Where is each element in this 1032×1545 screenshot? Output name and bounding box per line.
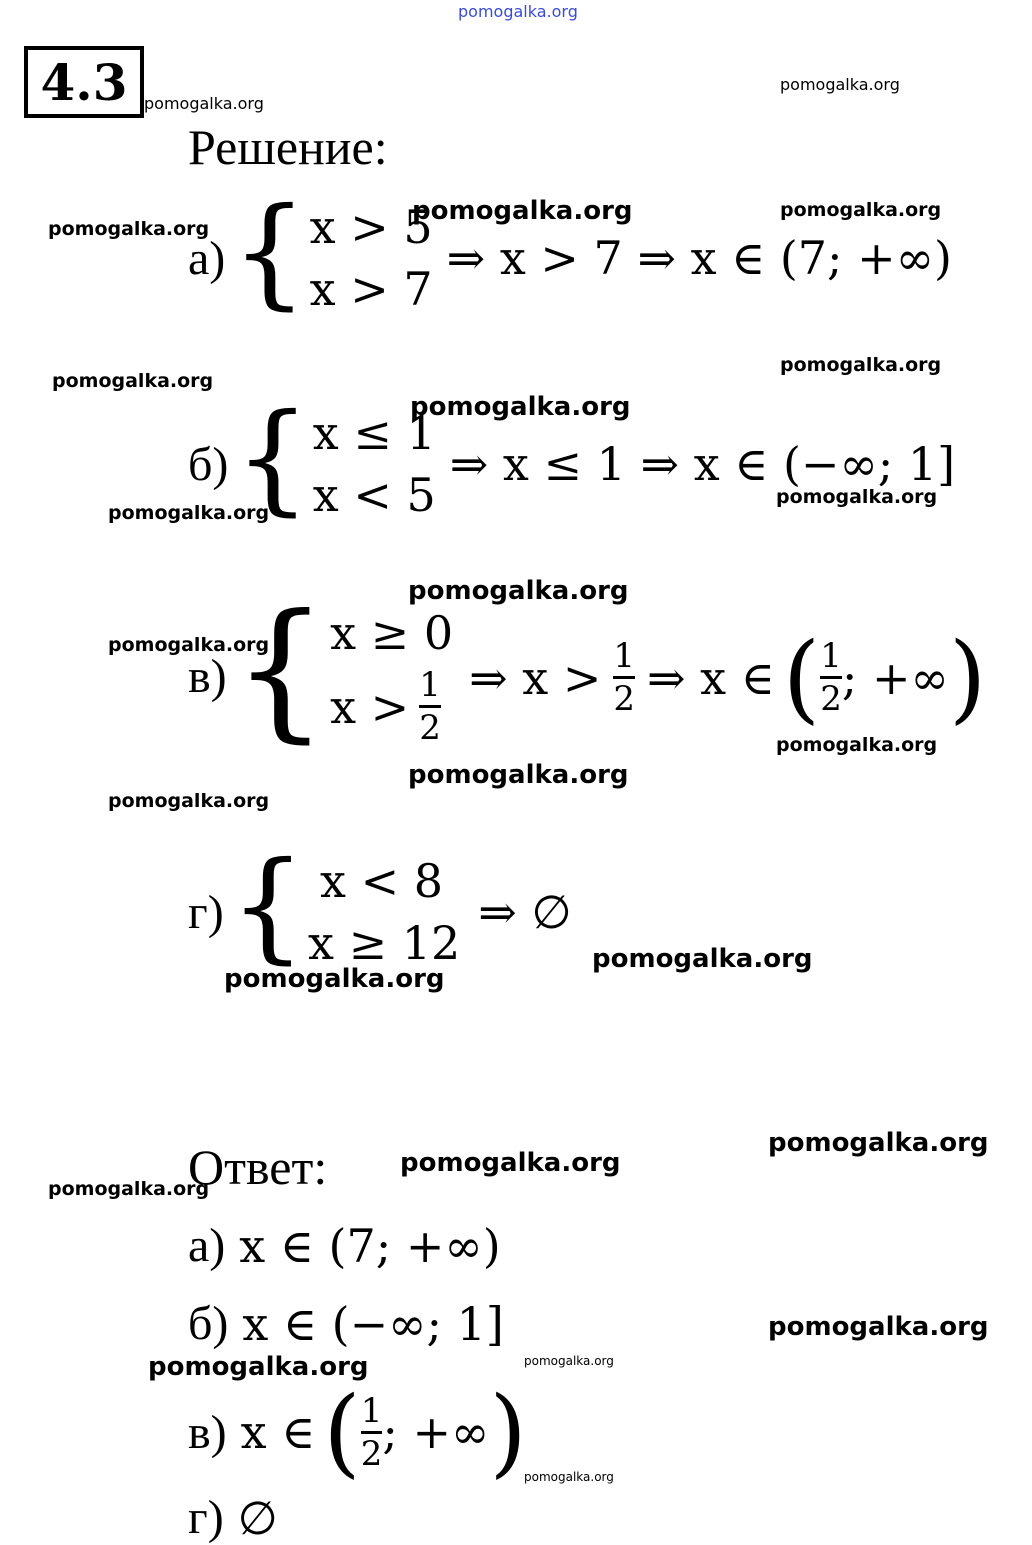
watermark: pomogalka.org xyxy=(144,94,264,113)
answer-a-text: x ∈ (7; +∞) xyxy=(239,1218,501,1273)
watermark: pomogalka.org xyxy=(412,196,633,226)
answer-g-label: г) xyxy=(188,1491,224,1544)
watermark: pomogalka.org xyxy=(410,392,631,422)
watermark: pomogalka.org xyxy=(408,576,629,606)
answer-b xyxy=(188,1296,504,1351)
watermark: pomogalka.org xyxy=(780,354,942,376)
part-v-int-tail: ; +∞ xyxy=(841,650,949,705)
watermark: pomogalka.org xyxy=(524,1470,614,1484)
watermark: pomogalka.org xyxy=(776,734,938,756)
watermark: pomogalka.org xyxy=(224,964,445,994)
answer-heading: Ответ: xyxy=(188,1139,328,1195)
answer-a xyxy=(188,1218,501,1273)
answer-v-tail: ; +∞ xyxy=(382,1405,490,1459)
watermark: pomogalka.org xyxy=(48,1178,210,1200)
answer-v-pre: x ∈ xyxy=(240,1405,316,1459)
brace: { xyxy=(232,582,329,757)
fraction: $\frac{1}{2}$ xyxy=(820,636,842,719)
fraction: $\frac{1}{2}$ xyxy=(360,1390,383,1474)
part-v-label: в) xyxy=(188,650,227,703)
watermark: pomogalka.org xyxy=(592,944,813,974)
part-b-result: ⇒ x ≤ 1 ⇒ x ∈ (−∞; 1] xyxy=(449,437,956,491)
watermark: pomogalka.org xyxy=(780,199,942,221)
part-b-label: б) xyxy=(188,437,229,491)
brace: { xyxy=(234,389,311,528)
fraction: $\frac{1}{2}$ xyxy=(419,665,441,748)
brace: { xyxy=(229,837,307,976)
answer-v-label: в) xyxy=(188,1405,227,1459)
watermark: pomogalka.org xyxy=(148,1352,369,1382)
watermark: pomogalka.org xyxy=(768,1312,989,1342)
part-v-row2-lhs: x > xyxy=(330,679,410,734)
watermark: pomogalka.org xyxy=(768,1128,989,1158)
part-a-row1: x > 5 xyxy=(309,200,433,254)
part-a-row2: x > 7 xyxy=(309,262,433,316)
answer-g-text: ∅ xyxy=(237,1490,278,1545)
watermark: pomogalka.org xyxy=(458,2,578,21)
answer-a-label: а) xyxy=(188,1219,226,1272)
answer-b-label: б) xyxy=(188,1297,229,1350)
watermark: pomogalka.org xyxy=(776,486,938,508)
part-v: в) { x ≥ 0 x > $\frac{1}{2}$ ⇒ x > $\frac{1}{2}$ ⇒ x ∈ ( $\frac{1}{2}$ ; +∞ ) xyxy=(188,582,987,757)
part-b-row1: x ≤ 1 xyxy=(312,406,436,460)
part-v-res-mid: ⇒ x ∈ xyxy=(647,650,775,705)
solution-heading: Решение: xyxy=(188,119,388,175)
watermark: pomogalka.org xyxy=(524,1354,614,1368)
part-b-row2: x < 5 xyxy=(312,468,436,522)
watermark: pomogalka.org xyxy=(52,370,214,392)
answer-g xyxy=(188,1490,278,1545)
watermark: pomogalka.org xyxy=(108,634,270,656)
part-v-res-pre: ⇒ x > xyxy=(469,650,602,705)
part-g-row2: x ≥ 12 xyxy=(308,916,461,970)
part-g-result: ⇒ ∅ xyxy=(478,885,572,939)
answer-b-text: x ∈ (−∞; 1] xyxy=(242,1296,504,1351)
watermark: pomogalka.org xyxy=(108,790,270,812)
part-g xyxy=(188,837,572,976)
fraction: $\frac{1}{2}$ xyxy=(613,636,636,719)
watermark: pomogalka.org xyxy=(400,1148,621,1178)
part-a-result: ⇒ x > 7 ⇒ x ∈ (7; +∞) xyxy=(446,231,952,285)
problem-number: 4.3 xyxy=(24,46,144,118)
watermark: pomogalka.org xyxy=(108,502,270,524)
brace: { xyxy=(231,183,308,322)
part-g-label: г) xyxy=(188,885,224,939)
watermark: pomogalka.org xyxy=(48,218,210,240)
part-v-row1: x ≥ 0 xyxy=(330,606,454,660)
part-g-row1: x < 8 xyxy=(320,854,444,908)
watermark: pomogalka.org xyxy=(780,75,900,94)
answer-v: в) x ∈ ( $\frac{1}{2}$ ; +∞ ) xyxy=(188,1376,527,1488)
part-a-label: а) xyxy=(188,231,226,285)
watermark: pomogalka.org xyxy=(408,760,629,790)
